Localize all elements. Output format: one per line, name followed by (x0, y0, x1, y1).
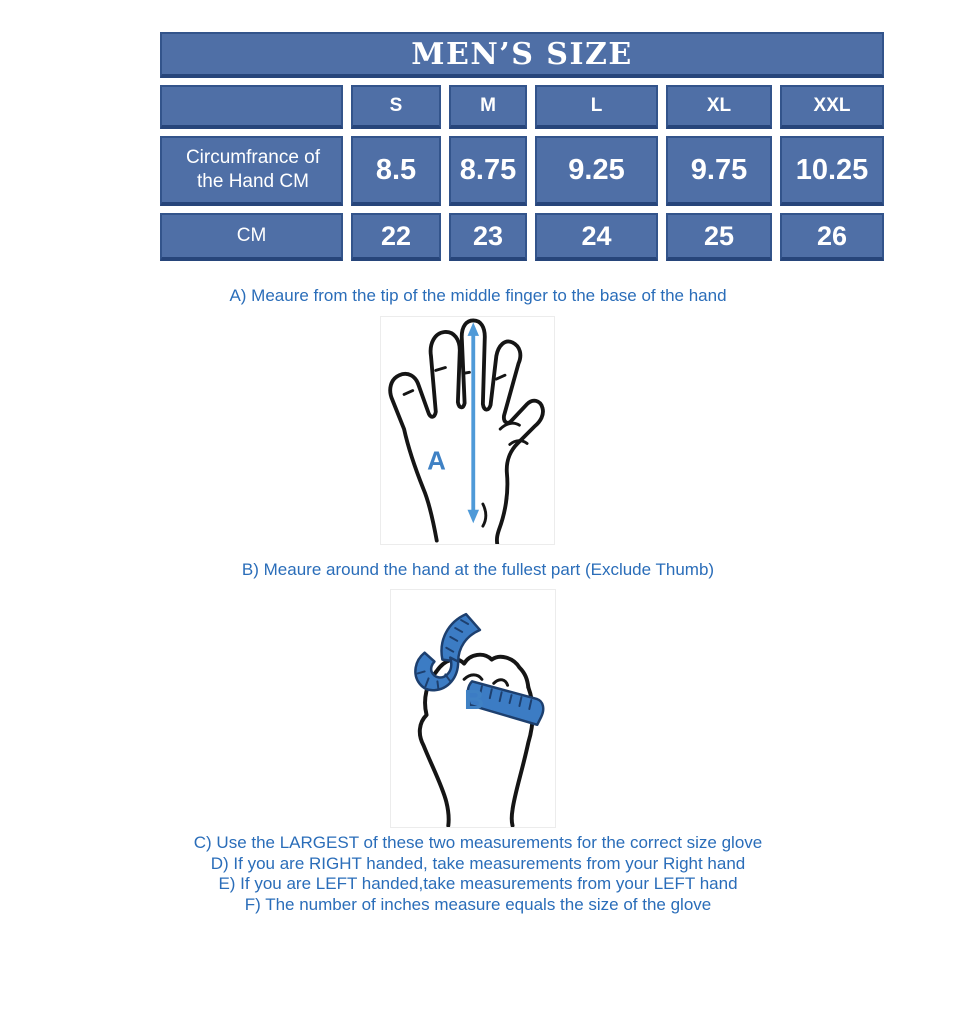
size-col-m: M (449, 85, 527, 129)
cm-value-m: 23 (449, 213, 527, 261)
instruction-c: C) Use the LARGEST of these two measurements for the correct size glove (193, 833, 763, 852)
size-col-xxl: XXL (780, 85, 884, 129)
size-col-s: S (351, 85, 441, 129)
circumference-value-xl: 9.75 (666, 136, 772, 206)
hand-length-diagram (380, 316, 555, 545)
circumference-value-m: 8.75 (449, 136, 527, 206)
circumference-row-label: Circumfrance of the Hand CM (160, 136, 343, 206)
corner-cell (160, 85, 343, 129)
instruction-b: B) Meaure around the hand at the fullest part (Exclude Thumb) (241, 560, 715, 579)
cm-row (160, 213, 884, 261)
instruction-f: F) The number of inches measure equals the size of the glove (244, 894, 712, 914)
hand-circumference-diagram (390, 589, 556, 828)
table-title-row (160, 32, 884, 78)
cm-row-label: CM (160, 213, 343, 261)
fist-marker-label: B (464, 683, 485, 715)
size-table (152, 25, 892, 268)
cm-value-xl: 25 (666, 213, 772, 261)
circumference-value-xxl: 10.25 (780, 136, 884, 206)
size-col-xl: XL (666, 85, 772, 129)
cm-value-l: 24 (535, 213, 658, 261)
cm-value-xxl: 26 (780, 213, 884, 261)
size-header-row (160, 85, 884, 129)
circumference-row (160, 136, 884, 206)
size-col-l: L (535, 85, 658, 129)
instruction-a: A) Meaure from the tip of the middle finger to the base of the hand (229, 286, 727, 305)
footnotes (0, 833, 956, 915)
open-hand-illustration (381, 317, 554, 544)
instruction-e: E) If you are LEFT handed,take measurements from your LEFT hand (218, 874, 738, 893)
instruction-d: D) If you are RIGHT handed, take measurements from your Right hand (210, 853, 746, 873)
circumference-value-s: 8.5 (351, 136, 441, 206)
size-table-container (152, 25, 876, 268)
circumference-value-l: 9.25 (535, 136, 658, 206)
cm-value-s: 22 (351, 213, 441, 261)
hand-marker-label: A (427, 447, 446, 476)
table-title: MEN’S SIZE (160, 32, 884, 78)
fist-illustration (391, 590, 555, 827)
